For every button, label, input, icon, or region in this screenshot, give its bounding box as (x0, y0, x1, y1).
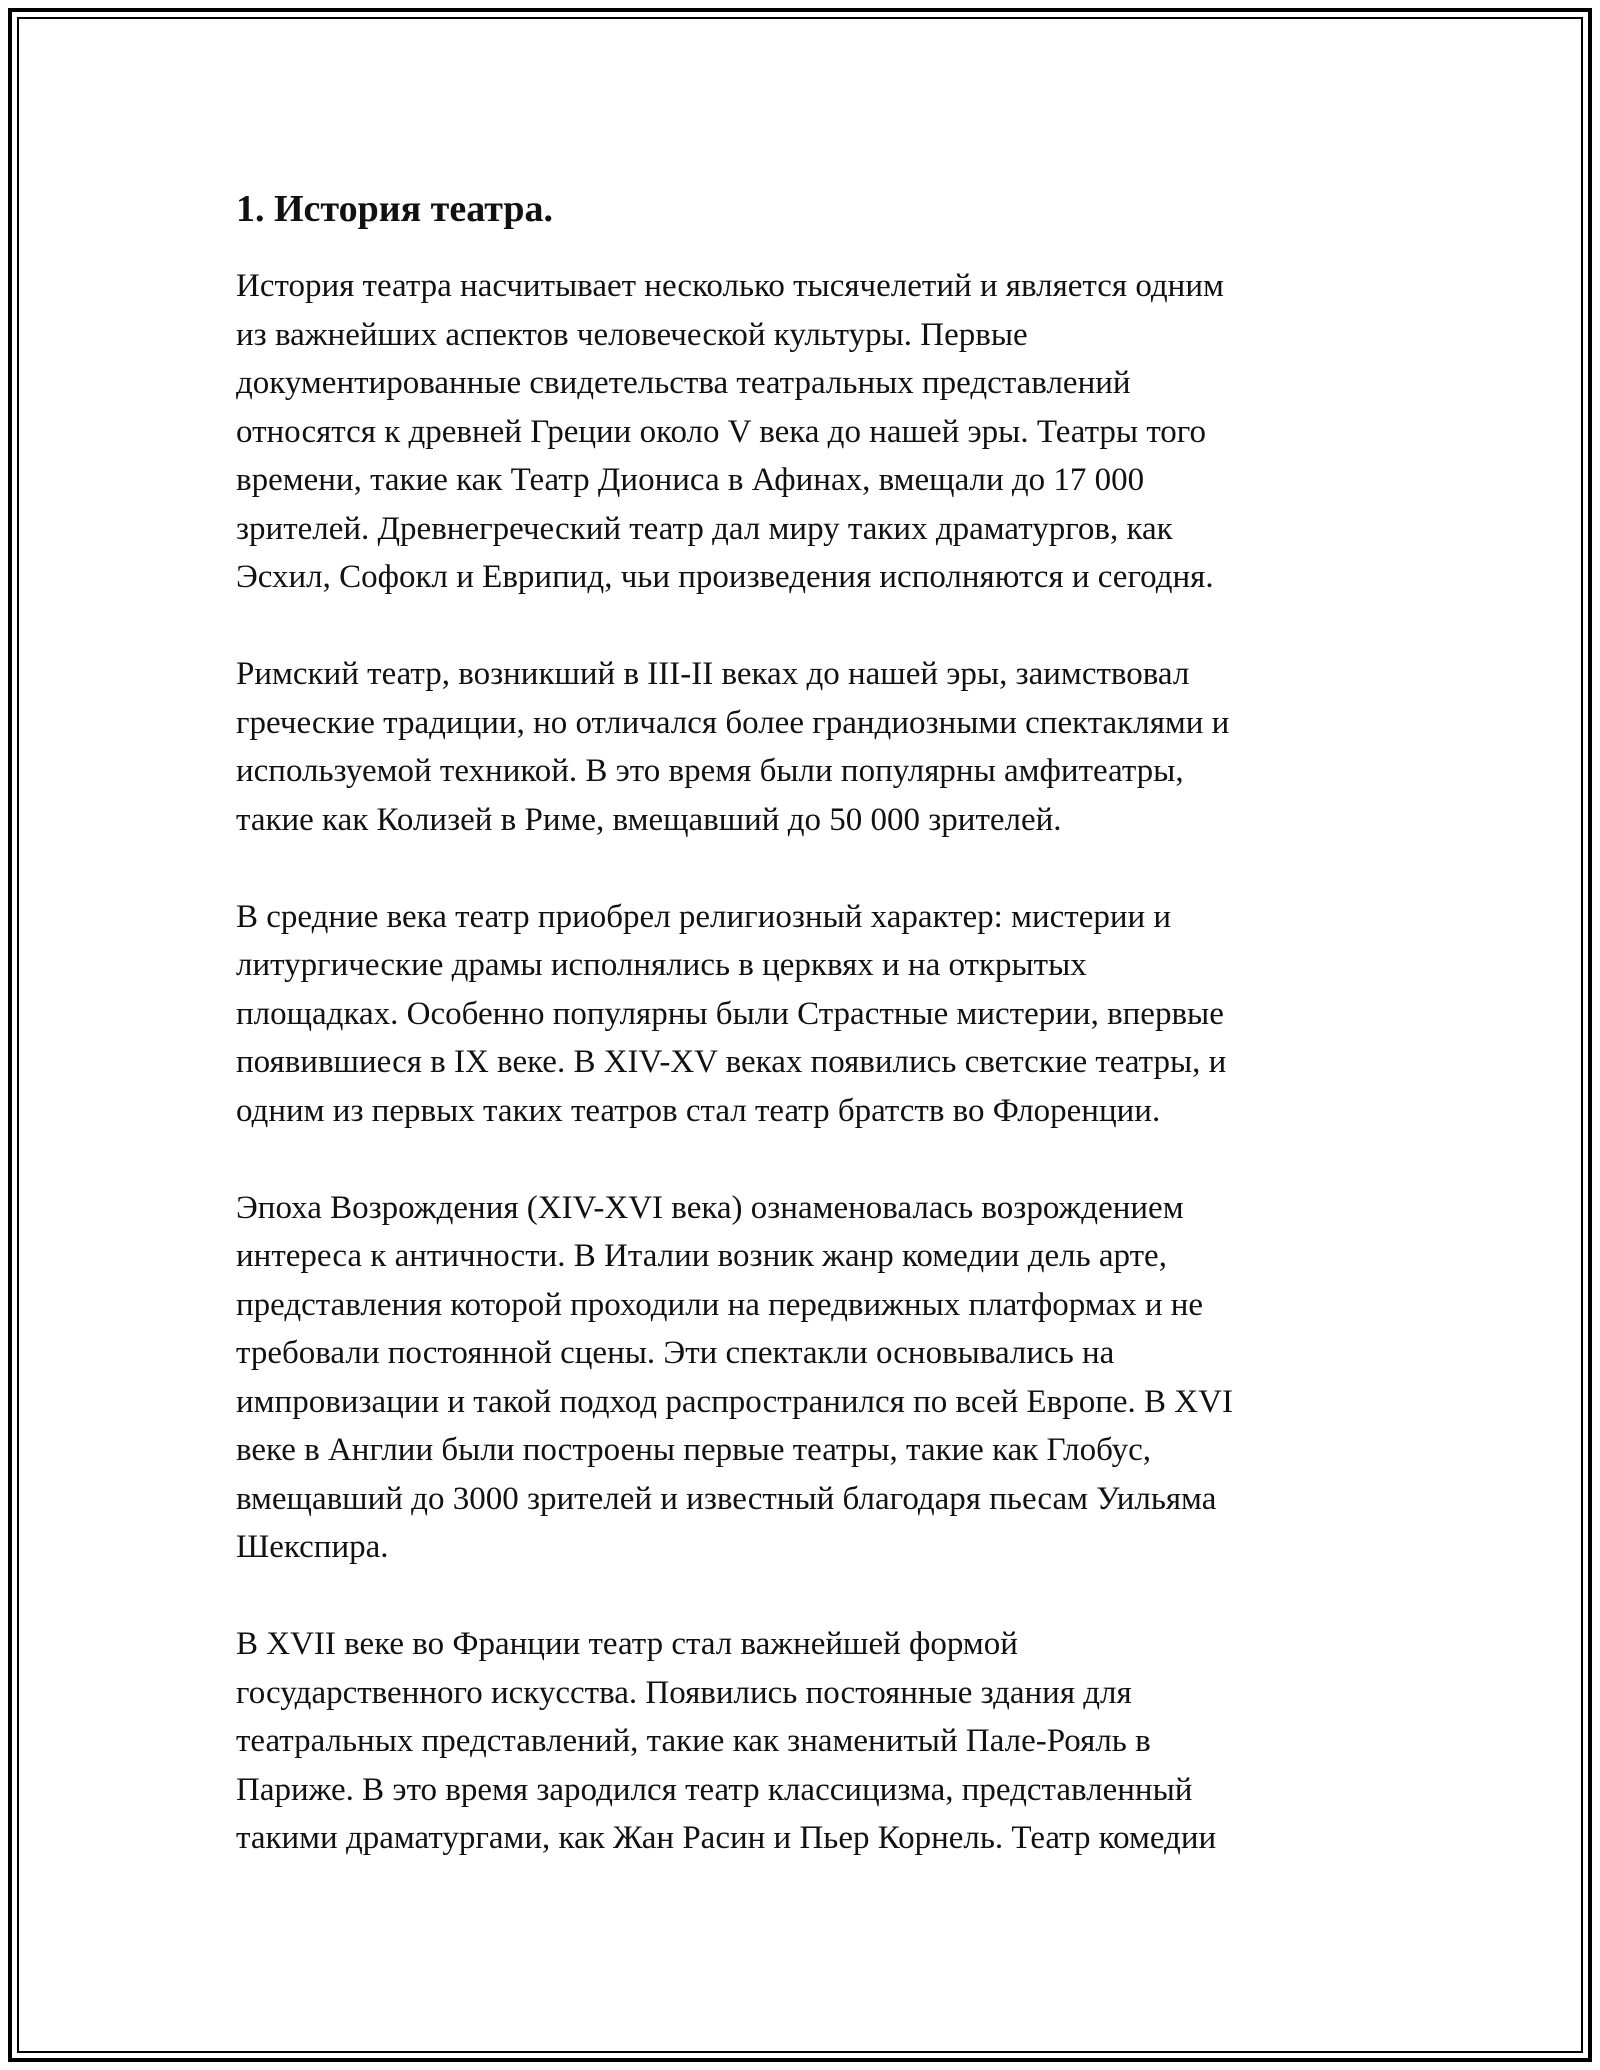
text-line: такими драматургами, как Жан Расин и Пьер Корнель. Театр комедии (236, 1820, 1217, 1856)
document-body (236, 186, 1366, 1911)
text-line: из важнейших аспектов человеческой культуры. Первые (236, 316, 1028, 353)
text-line: используемой техникой. В это время были популярны амфитеатры, (236, 753, 1184, 789)
text-line: В XVII веке во Франции театр стал важнейшей формой (236, 1626, 1018, 1662)
text-line: зрителей. Древнегреческий театр дал миру таких драматургов, как (236, 510, 1173, 547)
text-line: Римский театр, возникший в III-II веках до нашей эры, заимствовал (236, 656, 1190, 692)
text-line: греческие традиции, но отличался более грандиозными спектаклями и (236, 704, 1230, 741)
section-heading: 1. История театра. (236, 188, 553, 230)
text-line: представления которой проходили на передвижных платформах и не (236, 1286, 1204, 1323)
paragraph-medieval-theatre (236, 893, 1366, 1136)
text-line: Шекспира. (236, 1529, 389, 1565)
paragraph-renaissance-theatre (236, 1184, 1366, 1572)
text-line: требовали постоянной сцены. Эти спектакли основывались на (236, 1335, 1115, 1371)
text-line: Эпоха Возрождения (XIV-XVI века) ознаменовалась возрождением (236, 1189, 1184, 1226)
text-line: История театра насчитывает несколько тысячелетий и является одним (236, 268, 1224, 304)
text-line: государственного искусства. Появились постоянные здания для (236, 1674, 1132, 1711)
paragraph-greek-theatre (236, 262, 1366, 602)
text-line: интереса к античности. В Италии возник жанр комедии дель арте, (236, 1238, 1167, 1274)
text-line: В средние века театр приобрел религиозный характер: мистерии и (236, 898, 1172, 935)
text-line: появившиеся в IX веке. В XIV-XV веках появились светские театры, и (236, 1044, 1227, 1080)
text-line: Париже. В это время зародился театр классицизма, представленный (236, 1771, 1193, 1808)
text-line: импровизации и такой подход распространился по всей Европе. В XVI (236, 1383, 1233, 1420)
text-line: площадках. Особенно популярны были Страстные мистерии, впервые (236, 995, 1224, 1032)
text-line: документированные свидетельства театральных представлений (236, 365, 1131, 401)
text-line: веке в Англии были построены первые театры, такие как Глобус, (236, 1432, 1152, 1468)
text-line: одним из первых таких театров стал театр братств во Флоренции. (236, 1092, 1161, 1129)
text-line: литургические драмы исполнялись в церквях и на открытых (236, 947, 1087, 983)
text-line: вмещавший до 3000 зрителей и известный благодаря пьесам Уильяма (236, 1480, 1217, 1517)
text-line: такие как Колизей в Риме, вмещавший до 50 000 зрителей. (236, 801, 1062, 838)
paragraph-roman-theatre (236, 650, 1366, 844)
text-line: Эсхил, Софокл и Еврипид, чьи произведения исполняются и сегодня. (236, 559, 1214, 595)
text-line: относятся к древней Греции около V века до нашей эры. Театры того (236, 413, 1207, 450)
paragraph-french-theatre (236, 1620, 1366, 1863)
text-line: театральных представлений, такие как знаменитый Пале-Рояль в (236, 1723, 1151, 1759)
text-line: времени, такие как Театр Диониса в Афинах, вмещали до 17 000 (236, 462, 1145, 498)
